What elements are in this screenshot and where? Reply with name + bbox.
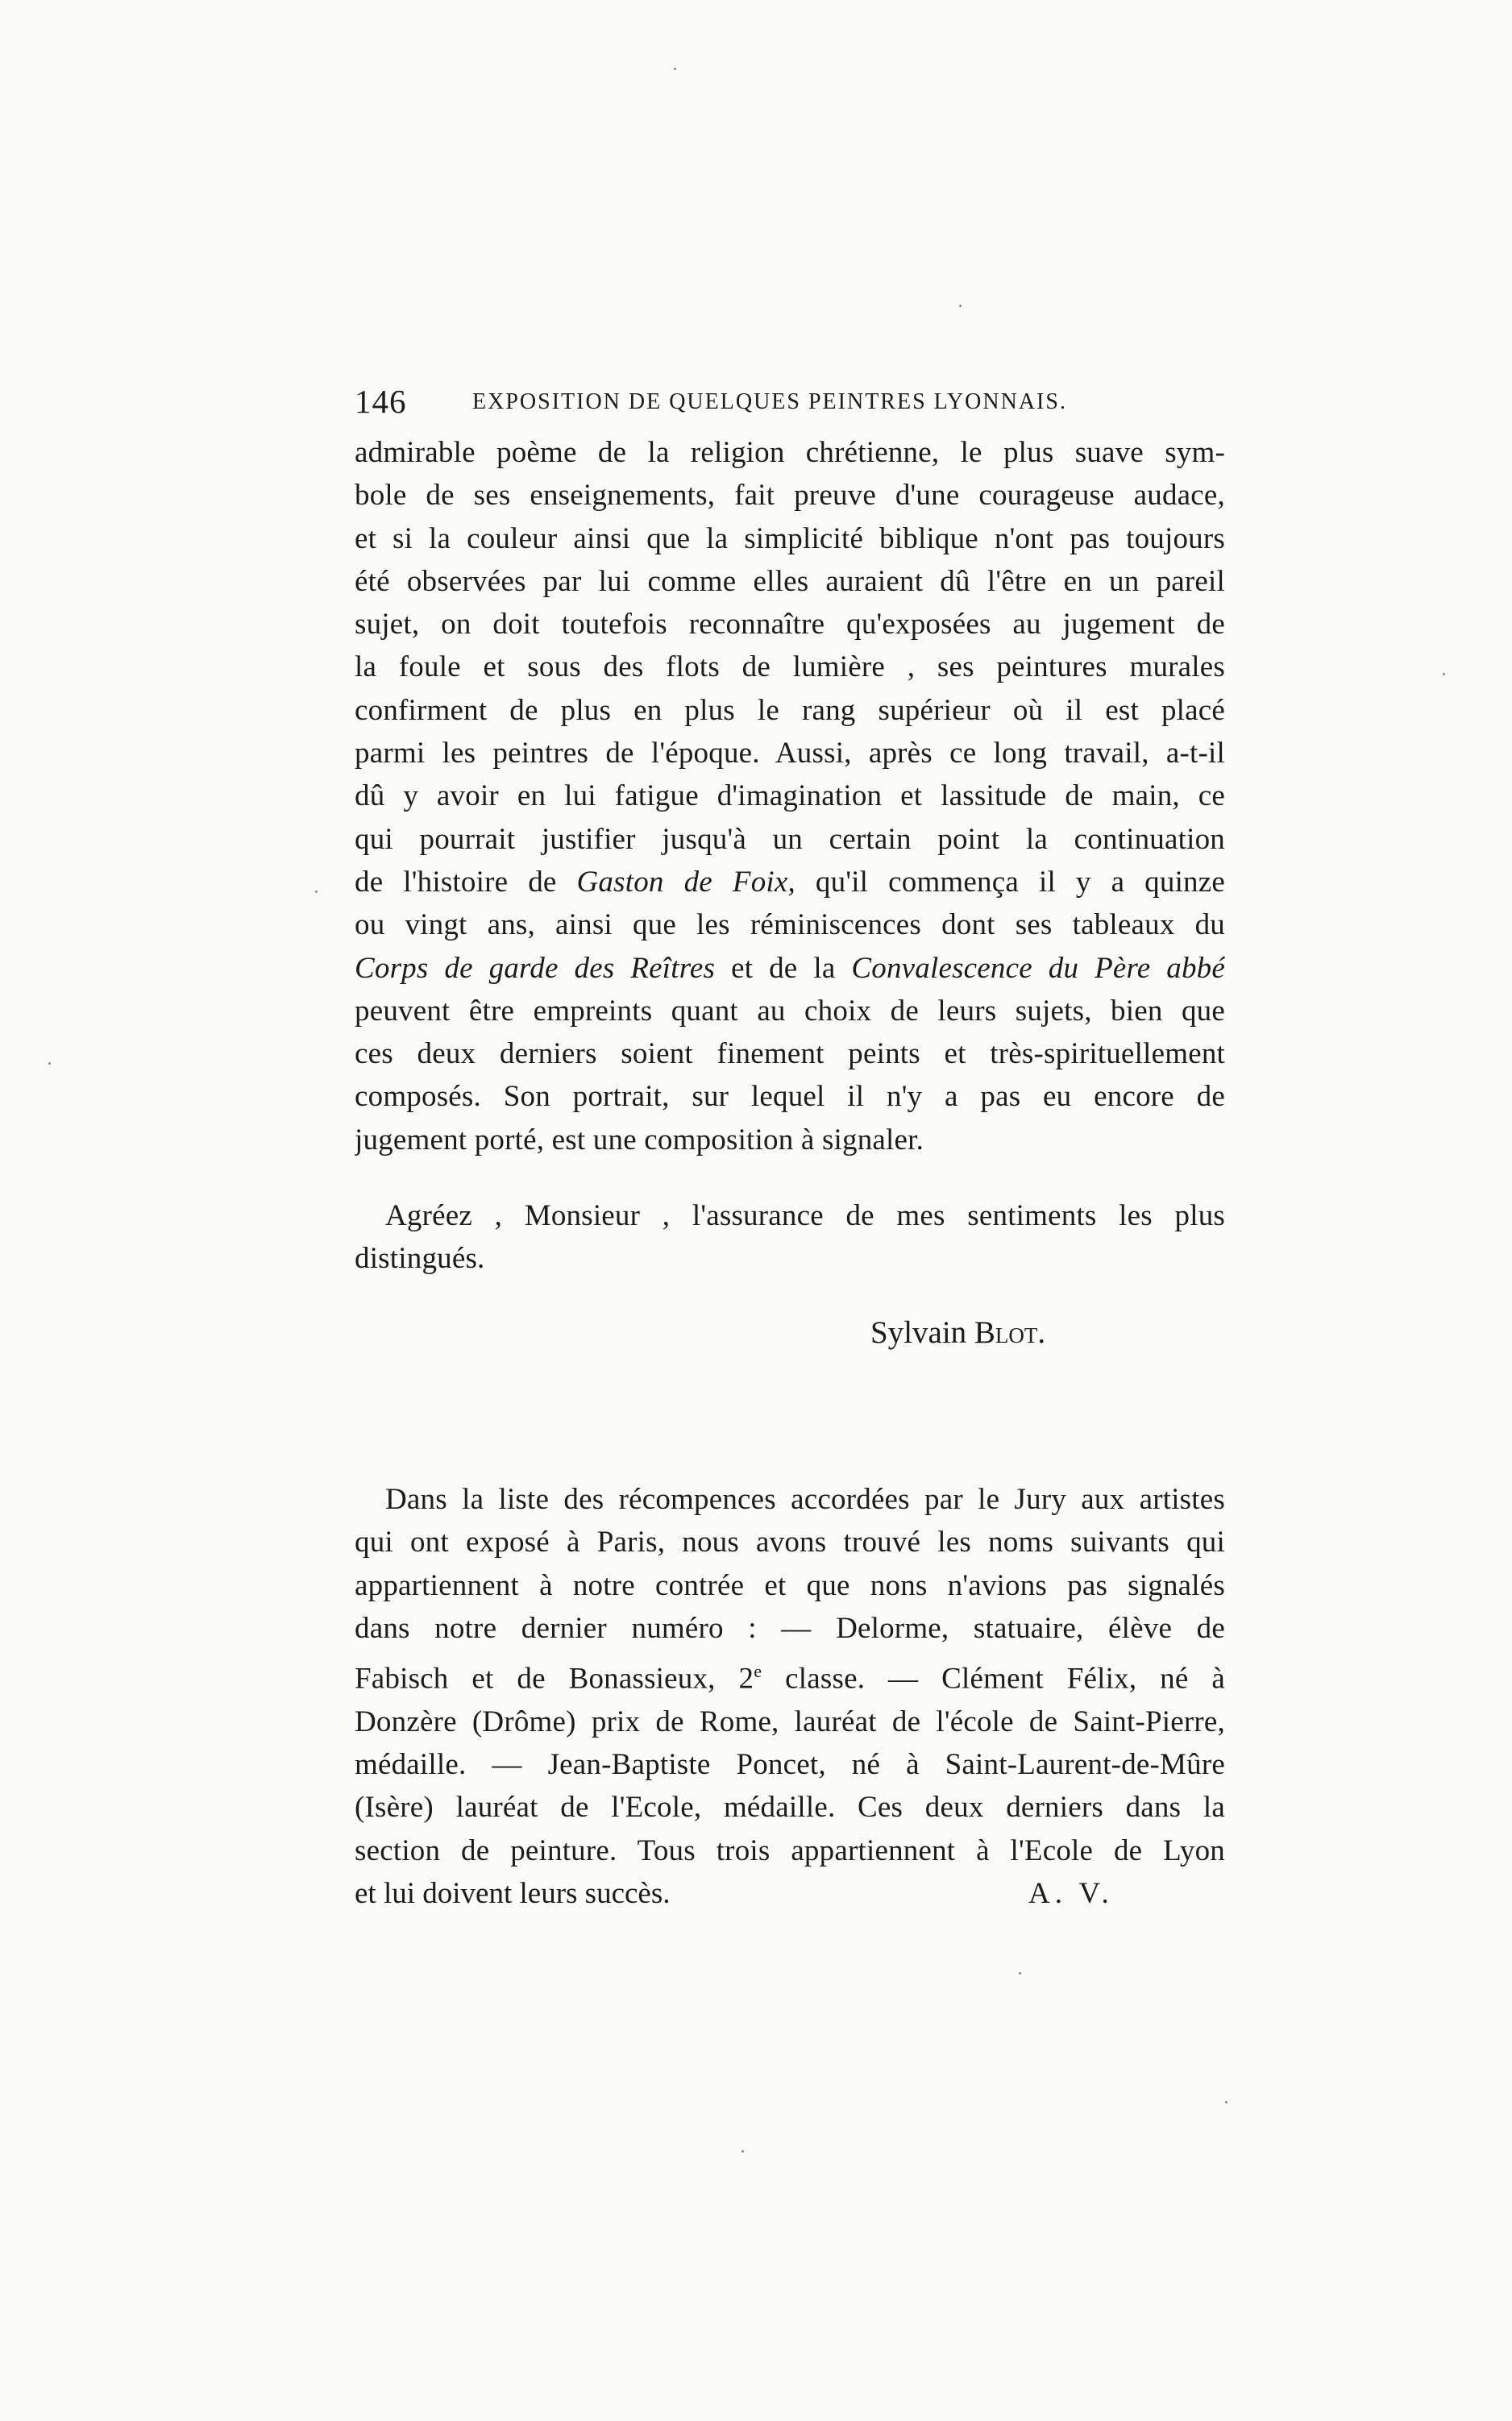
text-line: Fabisch et de Bonassieux, 2e classe. — Clément Félix, né à (355, 1661, 1225, 1696)
paper-speck (959, 305, 962, 307)
text-line: parmi les peintres de l'époque. Aussi, après ce long travail, a-t-il (355, 737, 1225, 770)
text-line: médaille. — Jean-Baptiste Poncet, né à Saint-Laurent-de-Mûre (355, 1748, 1225, 1782)
paper-speck (1019, 1972, 1021, 1975)
text-line: confirment de plus en plus le rang supérieur où il est placé (355, 693, 1225, 727)
signature-first-name: Sylvain (870, 1315, 967, 1350)
page-number: 146 (355, 383, 407, 420)
paper-speck (315, 891, 318, 893)
text-line: distingués. (355, 1242, 485, 1276)
text-line: et si la couleur ainsi que la simplicité biblique n'ont pas toujours (355, 521, 1225, 555)
text-line: (Isère) lauréat de l'Ecole, médaille. Ces deux derniers dans la (355, 1791, 1225, 1825)
paragraph-letter-body (355, 431, 1225, 1161)
awards-note-signoff (355, 1871, 1225, 1916)
page-header (355, 377, 1225, 426)
text-line: Corps de garde des Reîtres et de la Convalescence du Père abbé (355, 951, 1225, 985)
text-line: appartiennent à notre contrée et que nons n'avions pas signalés (355, 1568, 1225, 1602)
text-line: section de peinture. Tous trois appartiennent à l'Ecole de Lyon (355, 1833, 1225, 1867)
text-line: Donzère (Drôme) prix de Rome, lauréat de l'école de Saint-Pierre, (355, 1705, 1225, 1738)
paper-speck (1443, 673, 1445, 675)
paragraph-awards-note (355, 1478, 1225, 1872)
text-line: été observées par lui comme elles auraient dû l'être en un pareil (355, 564, 1225, 598)
text-line: bole de ses enseignements, fait preuve d'une courageuse audace, (355, 479, 1225, 513)
awards-note-closing-text: et lui doivent leurs succès. (355, 1877, 671, 1910)
text-line: ou vingt ans, ainsi que les réminiscences dont ses tableaux du (355, 908, 1225, 942)
text-line: composés. Son portrait, sur lequel il n'y a pas eu encore de (355, 1080, 1225, 1114)
text-line: Dans la liste des récompences accordées par le Jury aux artistes (385, 1483, 1225, 1516)
text-line: qui ont exposé à Paris, nous avons trouvé les noms suivants qui (355, 1526, 1225, 1559)
paragraph-closing-salutation (355, 1194, 1225, 1281)
signature (870, 1309, 1225, 1357)
text-line: peuvent être empreints quant au choix de leurs sujets, bien que (355, 994, 1225, 1028)
paper-speck (1225, 2101, 1227, 2103)
text-line: jugement porté, est une composition à signaler. (355, 1123, 924, 1157)
text-line: admirable poème de la religion chrétienne, le plus suave sym- (355, 436, 1225, 469)
text-line: ces deux derniers soient finement peints et très-spirituellement (355, 1037, 1225, 1071)
text-line: sujet, on doit toutefois reconnaître qu'exposées au jugement de (355, 608, 1225, 642)
paper-speck (674, 68, 676, 70)
text-line: dû y avoir en lui fatigue d'imagination et lassitude de main, ce (355, 779, 1225, 813)
text-line: de l'histoire de Gaston de Foix, qu'il commença il y a quinze (355, 865, 1225, 899)
signature-last-name: Blot. (974, 1315, 1046, 1350)
paper-speck (741, 2150, 744, 2153)
author-initials: A. V. (1028, 1877, 1114, 1910)
running-title: EXPOSITION DE QUELQUES PEINTRES LYONNAIS. (472, 389, 1067, 414)
text-line: la foule et sous des flots de lumière , ses peintures murales (355, 650, 1225, 684)
text-line: dans notre dernier numéro : — Delorme, statuaire, élève de (355, 1611, 1225, 1645)
text-line: qui pourrait justifier jusqu'à un certain point la continuation (355, 822, 1225, 856)
text-line: Agréez , Monsieur , l'assurance de mes sentiments les plus (385, 1199, 1225, 1232)
paper-speck (48, 1062, 51, 1065)
